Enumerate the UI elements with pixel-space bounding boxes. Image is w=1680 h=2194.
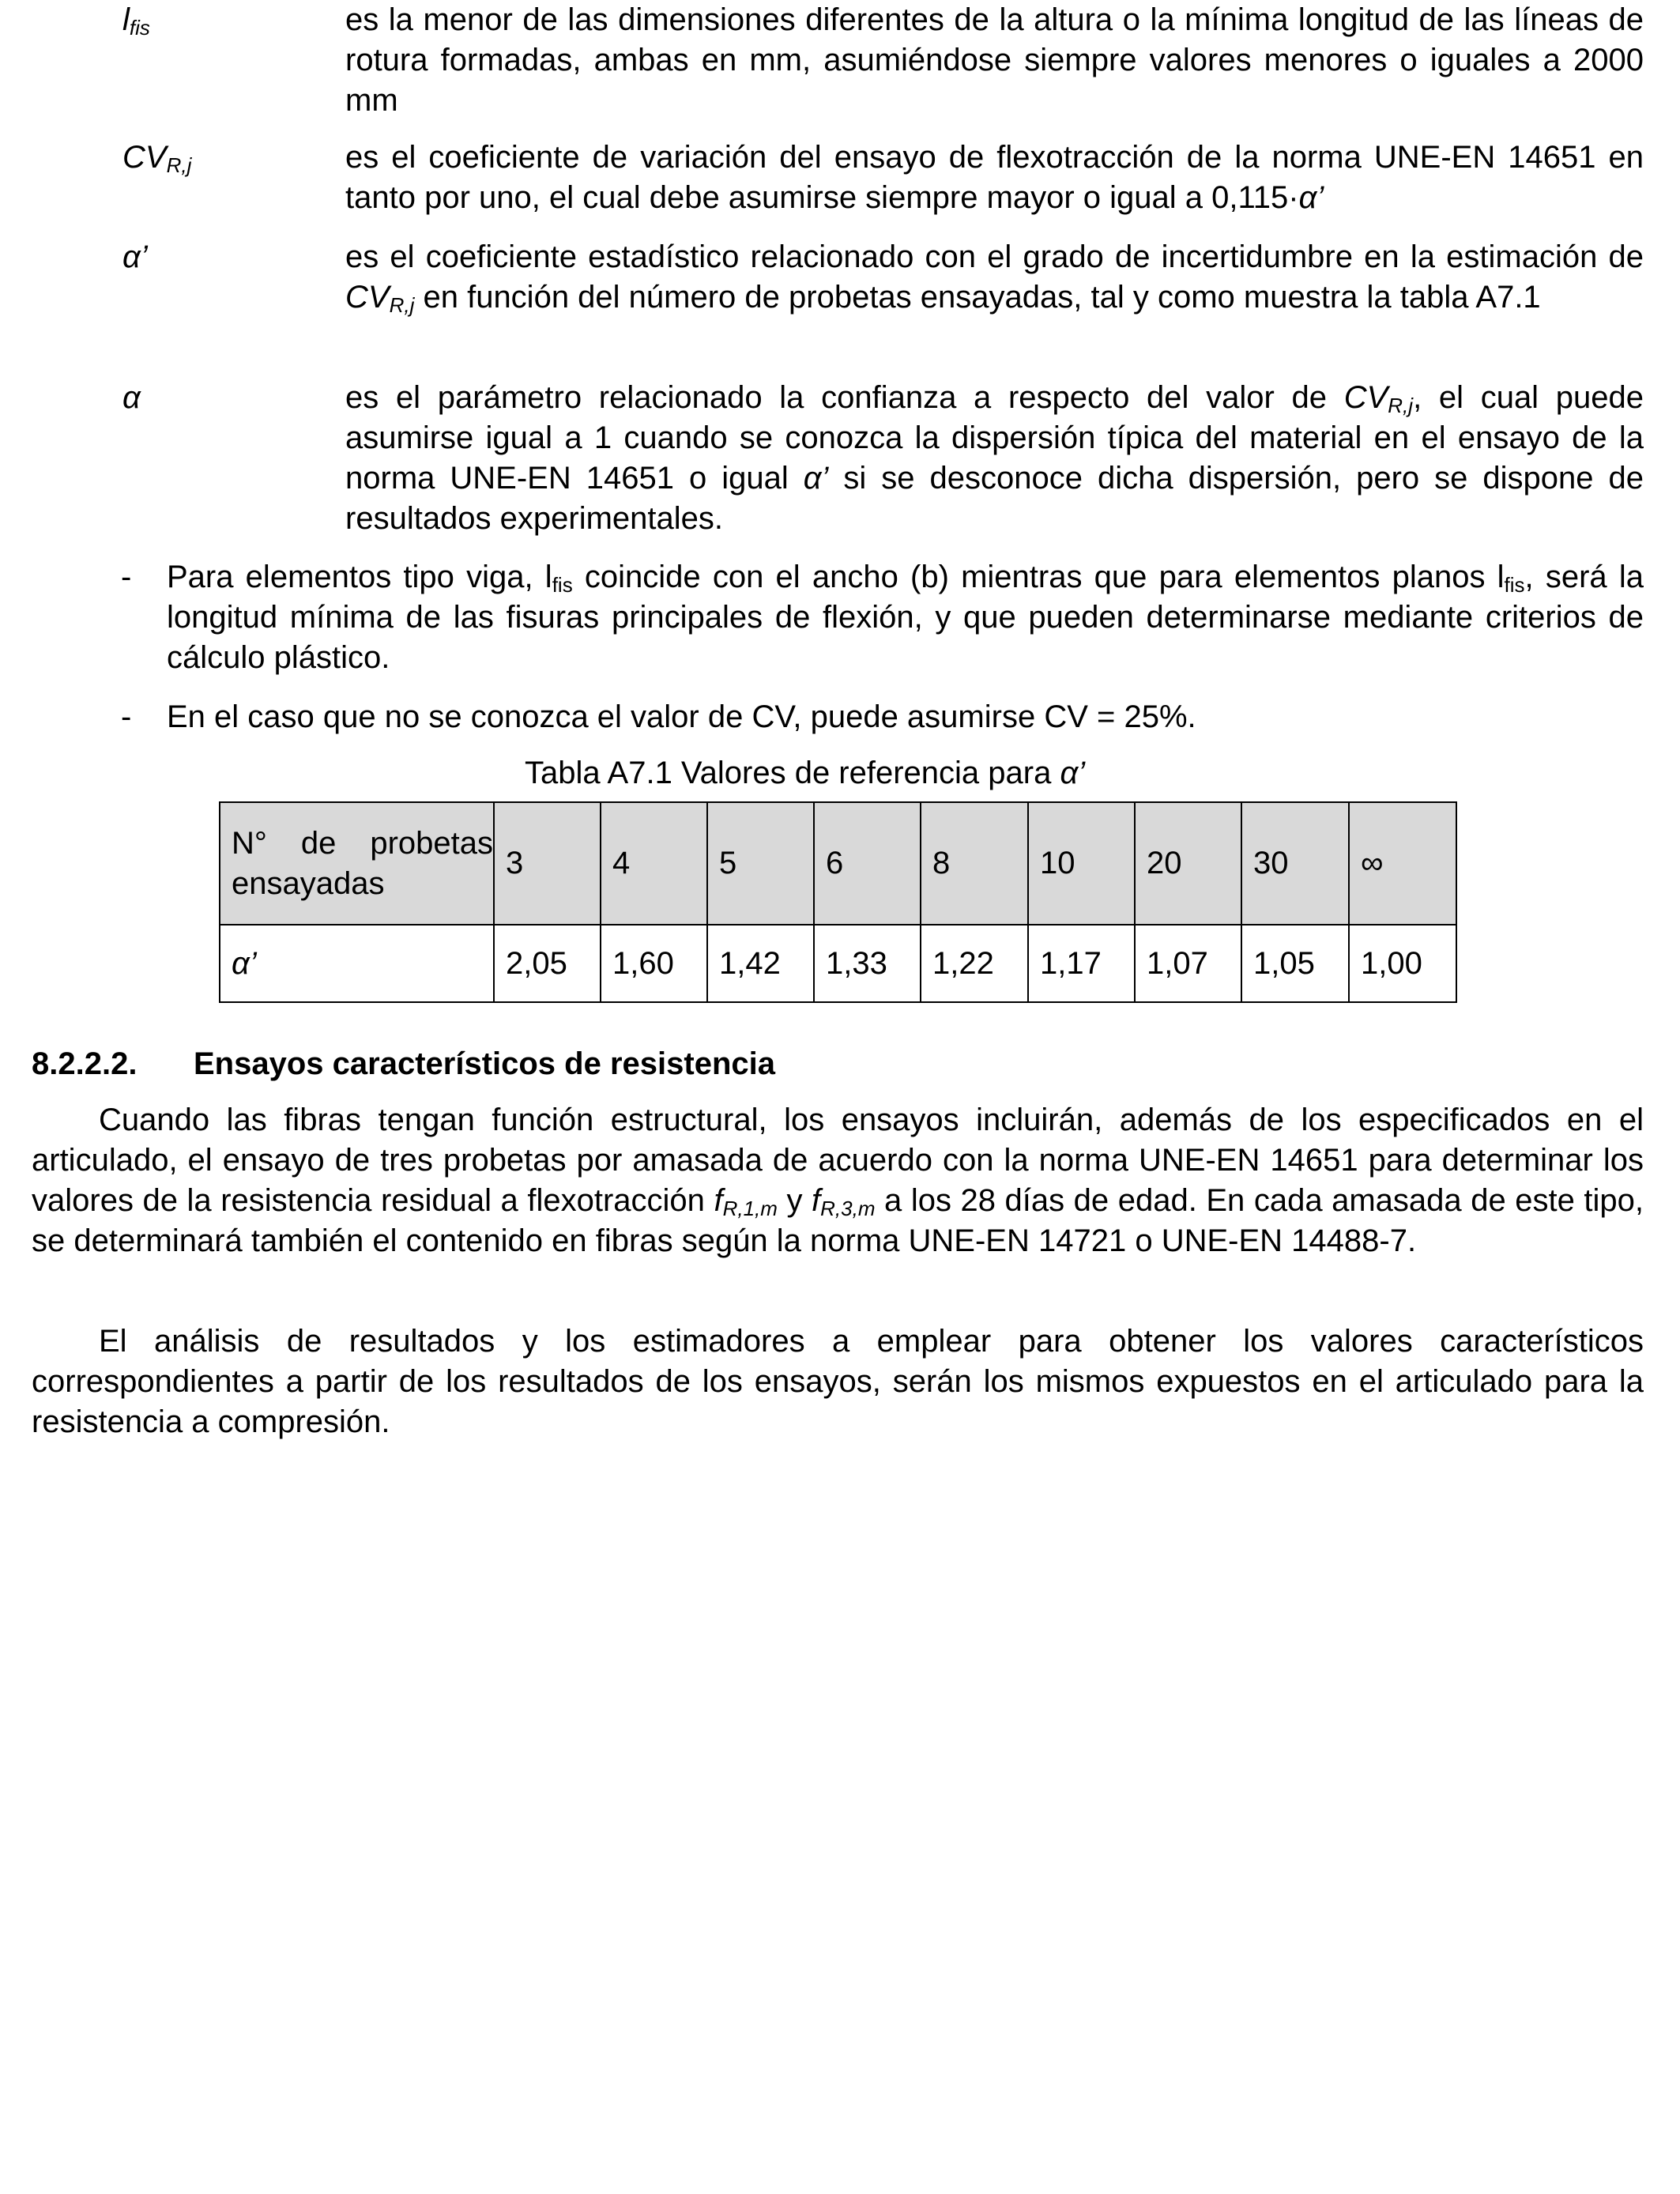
f-subscript: R,3,m bbox=[820, 1197, 876, 1220]
definition-term: α bbox=[122, 380, 141, 415]
lfis-subscript: fis bbox=[1504, 573, 1525, 597]
cv-subscript: R,j bbox=[1388, 394, 1414, 417]
bullet-text bbox=[167, 557, 1644, 678]
cv-subscript: R,j bbox=[389, 293, 415, 317]
table-cell: 1,42 bbox=[707, 925, 814, 1002]
definition-text-main: es el coeficiente de variación del ensayo de flexotracción de la norma UNE-EN 14651 en tanto por uno, el cual debe asumirse siempre mayor o igual a 0,115· bbox=[345, 140, 1644, 215]
alpha-prime-symbol: α’ bbox=[1298, 180, 1324, 215]
term-symbol: l bbox=[122, 2, 130, 37]
definition-text bbox=[345, 138, 1644, 218]
term-subscript: R,j bbox=[166, 153, 192, 177]
table-cell: 1,07 bbox=[1135, 925, 1241, 1002]
table-cell: 1,60 bbox=[601, 925, 707, 1002]
bullet-text-part: coincide con el ancho (b) mientras que para elementos planos l bbox=[572, 560, 1505, 594]
table-cell: 2,05 bbox=[494, 925, 601, 1002]
body-paragraph bbox=[32, 1100, 1644, 1261]
paragraph-text-part: Cuando las fibras tengan función estructural, los ensayos incluirán, además de los especificados en el articulado, el ensayo de tres probetas por amasada de acuerdo con la norma UNE-EN 14651 para determinar los valores de la resistencia residual a flexotracción bbox=[32, 1103, 1644, 1218]
table-header-row bbox=[220, 802, 1456, 925]
definition-term: α’ bbox=[122, 239, 148, 274]
section-number: 8.2.2.2. bbox=[32, 1046, 137, 1081]
table-header-cell: 20 bbox=[1135, 802, 1241, 925]
bullet-text: En el caso que no se conozca el valor de CV, puede asumirse CV = 25%. bbox=[167, 699, 1196, 734]
alpha-prime-symbol: α’ bbox=[1060, 756, 1086, 790]
table-header-label: N° de probetas ensayadas bbox=[220, 802, 494, 925]
table-row-label: α’ bbox=[220, 925, 494, 1002]
definition-text bbox=[345, 378, 1644, 539]
definition-text-part: , el cual puede asumirse igual a 1 cuando se conozca la dispersión típica del material en el ensayo de la norma UNE-EN 14651 o igual bbox=[345, 380, 1644, 496]
table-header-cell: 10 bbox=[1028, 802, 1135, 925]
term-symbol: CV bbox=[122, 140, 167, 175]
definition-text-part: es el coeficiente estadístico relacionado con el grado de incertidumbre en la estimación de bbox=[345, 239, 1644, 274]
caption-main: Tabla A7.1 Valores de referencia para bbox=[525, 756, 1060, 790]
table-header-cell: 5 bbox=[707, 802, 814, 925]
table-caption-text bbox=[525, 753, 1085, 794]
lfis-subscript: fis bbox=[552, 573, 573, 597]
reference-values-table bbox=[219, 801, 1457, 1003]
table-header-cell: 30 bbox=[1241, 802, 1349, 925]
table-header-cell: 6 bbox=[814, 802, 921, 925]
bullet-dash: - bbox=[121, 699, 132, 734]
f-subscript: R,1,m bbox=[722, 1197, 778, 1220]
bullet-text-part: Para elementos tipo viga, l bbox=[167, 560, 552, 594]
definition-text: es la menor de las dimensiones diferentes de la altura o la mínima longitud de las líneas de rotura formadas, ambas en mm, asumiéndose siempre valores menores o iguales a 2000 mm bbox=[345, 2, 1644, 118]
term-subscript: fis bbox=[129, 16, 150, 40]
definition-text-part: si se desconoce dicha dispersión, pero se dispone de resultados experimentales. bbox=[345, 461, 1644, 536]
definition-term bbox=[122, 138, 191, 178]
table-cell: 1,33 bbox=[814, 925, 921, 1002]
f-symbol: f bbox=[812, 1183, 821, 1218]
table-header-cell: 4 bbox=[601, 802, 707, 925]
table-cell: 1,17 bbox=[1028, 925, 1135, 1002]
bullet-text-part: , será la longitud mínima de las fisuras principales de flexión, y que pueden determinarse mediante criterios de cálculo plástico. bbox=[167, 560, 1644, 675]
table-cell: 1,22 bbox=[921, 925, 1028, 1002]
definition-text-part: es el parámetro relacionado la confianza a respecto del valor de bbox=[345, 380, 1344, 415]
bullet-dash: - bbox=[121, 560, 132, 594]
paragraph-text-part: a los 28 días de edad. En cada amasada de este tipo, se determinará también el contenido en fibras según la norma UNE-EN 14721 o UNE-EN 14488-7. bbox=[32, 1183, 1644, 1258]
paragraph-text-part: y bbox=[777, 1183, 812, 1218]
f-symbol: f bbox=[714, 1183, 723, 1218]
table-cell: 1,05 bbox=[1241, 925, 1349, 1002]
definition-text-part: en función del número de probetas ensayadas, tal y como muestra la tabla A7.1 bbox=[414, 280, 1541, 315]
section-heading bbox=[32, 1044, 775, 1084]
table-header-cell: 8 bbox=[921, 802, 1028, 925]
table-cell: 1,00 bbox=[1349, 925, 1456, 1002]
table-value-row bbox=[220, 925, 1456, 1002]
definition-text bbox=[345, 237, 1644, 318]
cv-symbol: CV bbox=[345, 280, 390, 315]
alpha-prime-symbol: α’ bbox=[803, 461, 829, 496]
cv-symbol: CV bbox=[1343, 380, 1388, 415]
table-header-cell: 3 bbox=[494, 802, 601, 925]
table-header-cell: ∞ bbox=[1349, 802, 1456, 925]
section-title: Ensayos característicos de resistencia bbox=[194, 1046, 775, 1081]
definition-term bbox=[122, 0, 150, 40]
body-paragraph: El análisis de resultados y los estimadores a emplear para obtener los valores característicos correspondientes a partir de los resultados de los ensayos, serán los mismos expuestos en el articulado para la resistencia a compresión. bbox=[32, 1324, 1644, 1439]
